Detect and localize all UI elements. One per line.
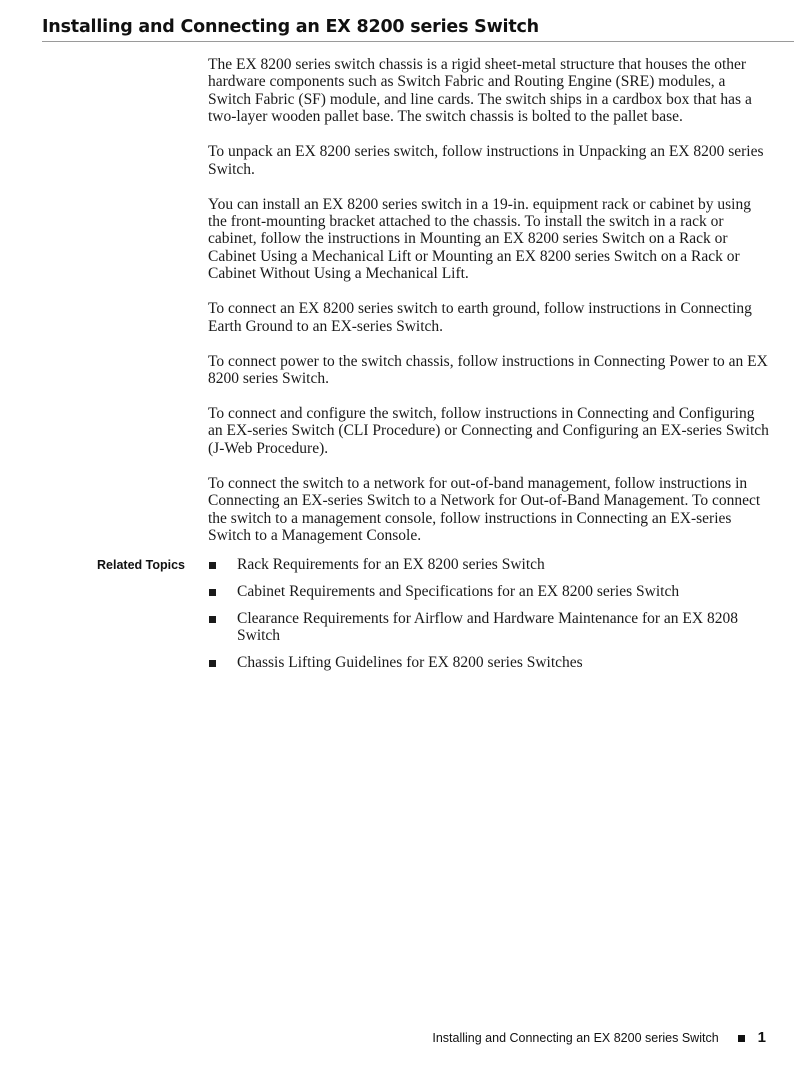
paragraph-unpack: To unpack an EX 8200 series switch, follow instructions in Unpacking an EX 8200 series Switch.	[208, 143, 764, 178]
square-bullet-icon	[209, 616, 216, 623]
related-topic-item[interactable]	[208, 654, 770, 671]
related-topic-link[interactable]: Rack Requirements for an EX 8200 series Switch	[237, 556, 545, 573]
body-text	[208, 56, 770, 562]
related-topic-item[interactable]	[208, 556, 770, 573]
page-title: Installing and Connecting an EX 8200 series Switch	[42, 15, 794, 42]
paragraph-earth-ground: To connect an EX 8200 series switch to earth ground, follow instructions in Connecting Earth Ground to an EX-series Switch.	[208, 300, 752, 335]
related-topic-item[interactable]	[208, 583, 770, 600]
related-topics-list	[208, 556, 770, 681]
related-topic-link[interactable]: Clearance Requirements for Airflow and Hardware Maintenance for an EX 8208 Switch	[237, 610, 738, 645]
paragraph-management: To connect the switch to a network for out-of-band management, follow instructions in Connecting an EX-series Switch to a Network for Out-of-Band Management. To connect the switch to a management console, follow instructions in Connecting an EX-series Switch to a Management Console.	[208, 474, 761, 545]
square-bullet-icon	[209, 589, 216, 596]
related-topic-link[interactable]: Chassis Lifting Guidelines for EX 8200 series Switches	[237, 654, 583, 672]
footer-title: Installing and Connecting an EX 8200 series Switch	[432, 1031, 719, 1045]
square-bullet-icon	[209, 562, 216, 569]
square-bullet-icon	[209, 660, 216, 667]
paragraph-power: To connect power to the switch chassis, follow instructions in Connecting Power to an EX 8200 series Switch.	[208, 352, 768, 388]
paragraph-chassis-overview: The EX 8200 series switch chassis is a rigid sheet-metal structure that houses the other hardware components such as Switch Fabric and Routing Engine (SRE) modules, a Switch Fabric (SF) module, and line cards. The switch ships in a cardbox box that has a two-layer wooden pallet base. The switch chassis is bolted to the pallet base.	[208, 56, 752, 126]
square-separator-icon	[738, 1035, 745, 1042]
page-footer	[432, 1029, 766, 1047]
related-topic-item[interactable]	[208, 610, 770, 645]
paragraph-configure: To connect and configure the switch, follow instructions in Connecting and Configuring an EX-series Switch (CLI Procedure) or Connecting and Configuring an EX-series Switch (J-Web Procedure).	[208, 405, 769, 457]
page-number: 1	[757, 1029, 766, 1046]
related-topics-label: Related Topics	[97, 558, 185, 572]
paragraph-mounting: You can install an EX 8200 series switch in a 19-in. equipment rack or cabinet by using the front-mounting bracket attached to the chassis. To install the switch in a rack or cabinet, follow the instructions in Mounting an EX 8200 series Switch on a Rack or Cabinet Using a Mechanical Lift or Mounting an EX 8200 series Switch on a Rack or Cabinet Without Using a Mechanical Lift.	[208, 195, 751, 283]
related-topic-link[interactable]: Cabinet Requirements and Specifications for an EX 8200 series Switch	[237, 583, 680, 600]
